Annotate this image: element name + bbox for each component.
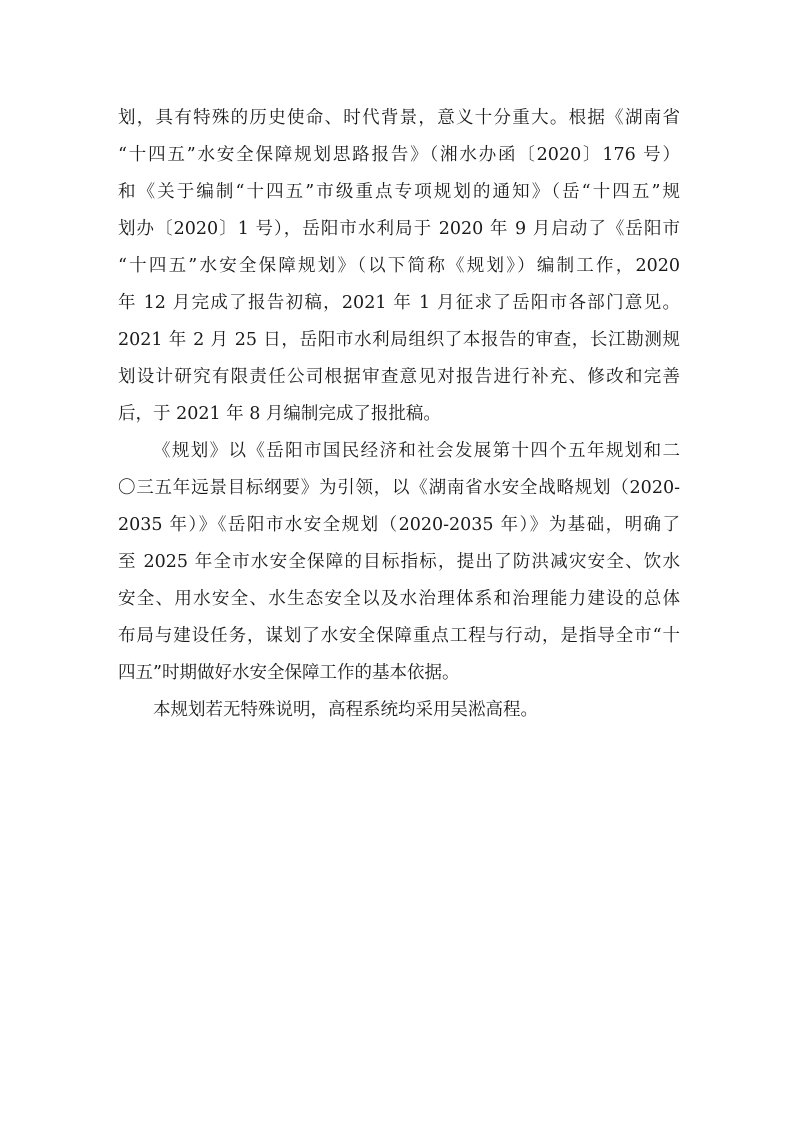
paragraph-line: 2021 年 2 月 25 日，岳阳市水利局组织了本报告的审查，长江勘测规 [118,330,680,350]
paragraph-line: 〇三五年远景目标纲要》为引领，以《湖南省水安全战略规划（2020- [118,478,680,498]
paragraph-line: 划，具有特殊的历史使命、时代背景，意义十分重大。根据《湖南省 [118,108,680,128]
paragraph-line: 2035 年）》《岳阳市水安全规划（2020-2035 年）》为基础，明确了 [118,515,680,535]
paragraph-line: 本规划若无特殊说明，高程系统均采用吴淞高程。 [153,700,538,720]
paragraph-line: “十四五”水安全保障规划思路报告》（湘水办函〔2020〕176 号） [118,145,680,165]
paragraph-line: 划办〔2020〕1 号），岳阳市水利局于 2020 年 9 月启动了《岳阳市 [118,219,680,239]
paragraph-3 [118,692,680,729]
paragraph-line: 至 2025 年全市水安全保障的目标指标，提出了防洪减灾安全、饮水 [118,552,680,572]
paragraph-1 [118,100,680,433]
paragraph-line: 布局与建设任务，谋划了水安全保障重点工程与行动，是指导全市“十 [118,626,680,646]
paragraph-2 [118,433,680,692]
paragraph-line: 年 12 月完成了报告初稿，2021 年 1 月征求了岳阳市各部门意见。 [118,293,680,313]
paragraph-line: 后，于 2021 年 8 月编制完成了报批稿。 [118,404,441,424]
document-body [118,100,680,729]
paragraph-line: 安全、用水安全、水生态安全以及水治理体系和治理能力建设的总体 [118,589,680,609]
paragraph-line: 和《关于编制“十四五”市级重点专项规划的通知》（岳“十四五”规 [118,182,680,202]
paragraph-line: 《规划》以《岳阳市国民经济和社会发展第十四个五年规划和二 [153,441,680,461]
paragraph-line: 划设计研究有限责任公司根据审查意见对报告进行补充、修改和完善 [118,367,680,387]
paragraph-line: 四五”时期做好水安全保障工作的基本依据。 [118,663,460,683]
paragraph-line: “十四五”水安全保障规划》（以下简称《规划》）编制工作，2020 [118,256,680,276]
